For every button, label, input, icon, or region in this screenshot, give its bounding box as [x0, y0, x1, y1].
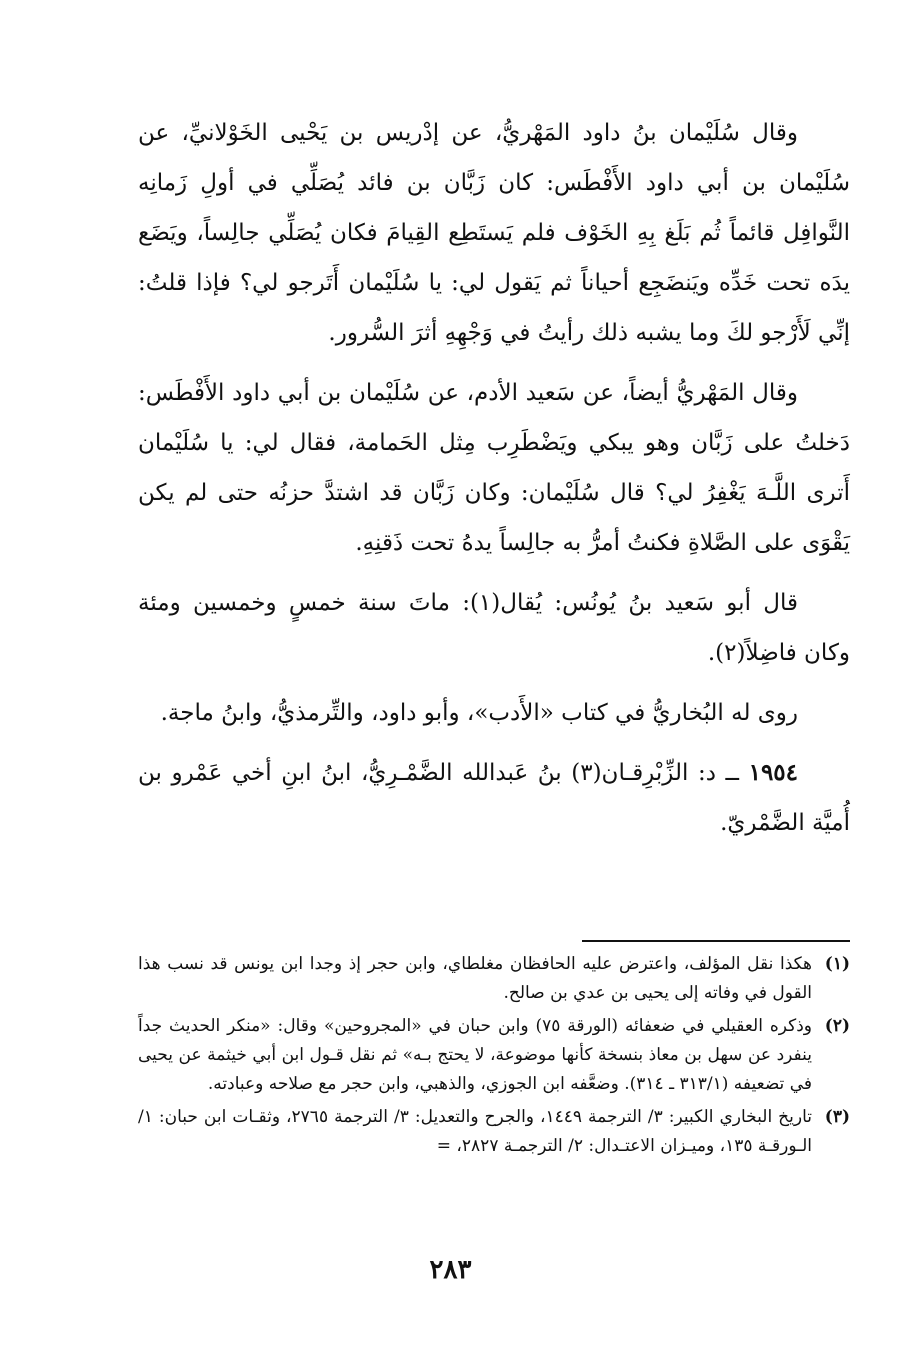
footnotes	[138, 950, 850, 1165]
paragraph: قال أبو سَعيد بنُ يُونُس: يُقال(١): ماتَ سنة خمسٍ وخمسين ومئة وكان فاضِلاً(٢).	[138, 590, 850, 666]
page-number: ٢٨٣	[429, 1255, 472, 1285]
footnote-number: (١)	[824, 954, 850, 974]
footnote-text: تاريخ البخاري الكبير: ٣/ الترجمة ١٤٤٩، والجرح والتعديل: ٣/ الترجمة ٢٧٦٥، وثقـات ابن حبان: ١/ الـورقـة ١٣٥، وميـزان الاعتـدال: ٢/ الترجمـة ٢٨٢٧، =	[138, 1107, 813, 1156]
footnote	[138, 950, 850, 1008]
footnote-number: (٢)	[824, 1016, 850, 1036]
paragraph: وقال المَهْريُّ أيضاً، عن سَعيد الأدم، عن سُلَيْمان بن أبي داود الأَفْطَس: دَخلتُ على زَبَّان وهو يبكي ويَضْطَرِب مِثل الحَمامة، فقال لي: يا سُلَيْمان أَترى اللَّـهَ يَغْفِرُ لي؟ قال سُلَيْمان: وكان زَبَّان قد اشتدَّ حزنُه حتى لم يكن يَقْوَى على الصَّلاةِ فكنتُ أمرُّ به جالِساً يدهُ تحت ذَقنِهِ.	[138, 380, 850, 556]
entry-number: ١٩٥٤	[748, 759, 799, 786]
footnote-separator	[582, 940, 850, 942]
entry-text: ــ د: الزِّبْرِقـان(٣) بنُ عَبدالله الضَّمْـرِيُّ، ابنُ ابنِ أخي عَمْرو بن أُميَّة الضَّمْريّ.	[138, 760, 850, 836]
main-text	[138, 108, 850, 858]
entry-heading	[138, 748, 850, 848]
footnote-number: (٣)	[824, 1107, 850, 1127]
footnote	[138, 1103, 850, 1161]
footnote	[138, 1012, 850, 1099]
paragraph: روى له البُخاريُّ في كتاب «الأَدب»، وأبو داود، والتِّرمذيُّ، وابنُ ماجة.	[160, 700, 798, 726]
footnote-text: هكذا نقل المؤلف، واعترض عليه الحافظان مغلطاي، وابن حجر إذ وجدا ابن يونس قد نسب هذا القول في وفاته إلى يحيى بن عدي بن صالح.	[138, 954, 812, 1003]
paragraph: وقال سُلَيْمان بنُ داود المَهْريُّ، عن إدْريس بن يَحْيى الخَوْلانيِّ، عن سُلَيْمان بن أبي داود الأَفْطَس: كان زَبَّان بن فائد يُصَلِّي في أولِ زَمانِه النَّوافِل قائماً ثُم بَلَغ بِهِ الخَوْف فلم يَستَطِع القِيامَ فكان يُصَلِّي جالِساً، ويَضَع يدَه تحت خَدِّه ويَنضَجِع أحياناً ثم يَقول لي: يا سُلَيْمان أَتَرجو لي؟ فإذا قلتُ: إنِّي لَأَرْجو لكَ وما يشبه ذلك رأيتُ في وَجْهِهِ أثرَ السُّرور.	[138, 120, 850, 346]
footnote-text: وذكره العقيلي في ضعفائه (الورقة ٧٥) وابن حبان في «المجروحين» وقال: «منكر الحديث جداً ينفرد عن سهل بن معاذ بنسخة كأنها موضوعة، لا يحتج بـه» ثم نقل قـول ابن أبي خيثمة عن يحيى في تضعيفه (٣١٣/١ ـ ٣١٤). وضعَّفه ابن الجوزي، والذهبي، وابن حجر مع صلاحه وعبادته.	[138, 1016, 812, 1094]
